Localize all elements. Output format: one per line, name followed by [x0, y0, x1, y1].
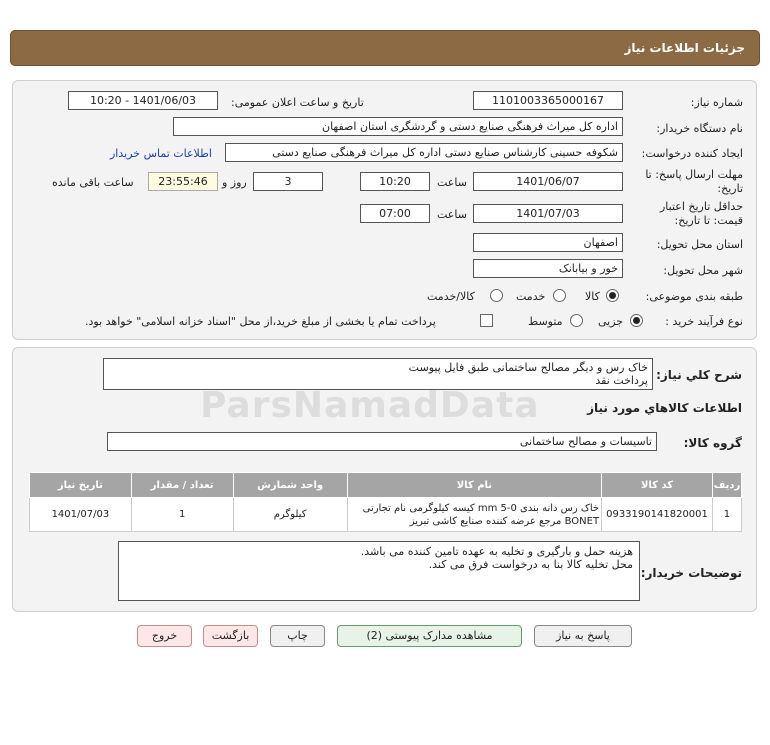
buyer-notes-line-2: محل تخلیه کالا بنا به درخواست فرق می کند.: [428, 558, 633, 571]
need-number-label: شماره نیاز:: [690, 96, 743, 109]
category-radio-goods[interactable]: [606, 289, 619, 302]
validity-time-field: 07:00: [360, 204, 430, 223]
summary-line-2: پرداخت نقد: [595, 374, 648, 387]
cell-unit: کیلوگرم: [233, 498, 347, 532]
buyer-notes-label: توضیحات خریدار:: [640, 566, 742, 580]
watermark: ParsNamadData: [200, 385, 540, 426]
buyer-org-field: اداره کل میراث فرهنگی صنایع دستی و گردشگری استان اصفهان: [173, 117, 623, 136]
purchase-option-medium: متوسط: [528, 315, 563, 328]
reply-button[interactable]: پاسخ به نیاز: [534, 625, 632, 647]
days-field: 3: [253, 172, 323, 191]
category-option-goods: کالا: [585, 290, 600, 303]
category-option-both: کالا/خدمت: [427, 290, 475, 303]
buyer-notes-field: [118, 541, 640, 601]
treasury-checkbox[interactable]: [480, 314, 493, 327]
col-header-unit: واحد شمارش: [233, 473, 347, 498]
purchase-radio-partial[interactable]: [630, 314, 643, 327]
creator-label: ایجاد کننده درخواست:: [641, 147, 743, 160]
validity-time-label: ساعت: [437, 208, 467, 221]
category-label: طبقه بندی موضوعی:: [645, 290, 743, 303]
province-field: اصفهان: [473, 233, 623, 252]
summary-label: شرح کلي نياز:: [656, 368, 742, 382]
remaining-label: ساعت باقی مانده: [52, 176, 134, 189]
page-title: جزئیات اطلاعات نیاز: [624, 41, 745, 55]
category-radio-both[interactable]: [490, 289, 503, 302]
purchase-type-label: نوع فرآیند خرید :: [665, 315, 743, 328]
deadline-date-field: 1401/06/07: [473, 172, 623, 191]
table-row: [30, 498, 742, 532]
buyer-notes-line-1: هزینه حمل و بارگیری و تخلیه به عهده تامین کننده می باشد.: [360, 545, 633, 558]
province-label: استان محل تحویل:: [656, 238, 743, 251]
purchase-radio-medium[interactable]: [570, 314, 583, 327]
buyer-org-label: نام دستگاه خریدار:: [656, 122, 743, 135]
remaining-time-field: 23:55:46: [148, 172, 218, 191]
attachments-button[interactable]: مشاهده مدارک پیوستی (2): [337, 625, 522, 647]
col-header-code: کد کالا: [602, 473, 713, 498]
city-field: خور و بیابانک: [473, 259, 623, 278]
category-radio-service[interactable]: [553, 289, 566, 302]
purchase-option-partial: جزیی: [598, 315, 624, 328]
goods-group-field: تاسیسات و مصالح ساختمانی: [107, 432, 657, 451]
city-label: شهر محل تحویل:: [663, 264, 743, 277]
announce-field: 1401/06/03 - 10:20: [68, 91, 218, 110]
goods-group-label: گروه کالا:: [683, 436, 742, 450]
cell-date: 1401/07/03: [30, 498, 132, 532]
cell-name: خاک رس دانه بندی mm 5-0 کیسه کیلوگرمی نام تجارتی BONET مرجع عرضه کننده صنایع کاشی تبریز: [347, 498, 601, 532]
exit-button[interactable]: خروج: [137, 625, 192, 647]
validity-label-2: قیمت: تا تاریخ:: [674, 214, 743, 227]
validity-label: حداقل تاریخ اعتبار: [659, 200, 743, 213]
deadline-time-label: ساعت: [437, 176, 467, 189]
col-header-index: ردیف: [712, 473, 741, 498]
goods-table: [29, 472, 742, 532]
page-header: [10, 30, 760, 66]
col-header-date: تاریخ نیاز: [30, 473, 132, 498]
category-option-service: خدمت: [516, 290, 546, 303]
cell-code: 0933190141820001: [602, 498, 713, 532]
print-button[interactable]: چاپ: [270, 625, 325, 647]
cell-qty: 1: [131, 498, 233, 532]
days-label: روز و: [222, 176, 247, 189]
validity-date-field: 1401/07/03: [473, 204, 623, 223]
back-button[interactable]: بازگشت: [203, 625, 258, 647]
deadline-label: مهلت ارسال پاسخ: تا: [645, 168, 743, 181]
cell-index: 1: [712, 498, 741, 532]
col-header-name: نام کالا: [347, 473, 601, 498]
need-number-field: 1101003365000167: [473, 91, 623, 110]
summary-line-1: خاک رس و دیگر مصالح ساختمانی طبق فایل پیوست: [408, 361, 648, 374]
payment-note: پرداخت تمام یا بخشی از مبلغ خرید،از محل "اسناد خزانه اسلامی" خواهد بود.: [85, 315, 436, 328]
deadline-time-field: 10:20: [360, 172, 430, 191]
creator-field: شکوفه حسینی کارشناس صنایع دستی اداره کل میراث فرهنگی صنایع دستی: [225, 143, 623, 162]
contact-buyer-link[interactable]: اطلاعات تماس خریدار: [110, 147, 212, 160]
announce-label: تاریخ و ساعت اعلان عمومی:: [231, 96, 364, 109]
col-header-qty: تعداد / مقدار: [131, 473, 233, 498]
deadline-label-2: تاریخ:: [717, 182, 743, 195]
goods-info-title: اطلاعات کالاهاي مورد نياز: [587, 401, 742, 415]
